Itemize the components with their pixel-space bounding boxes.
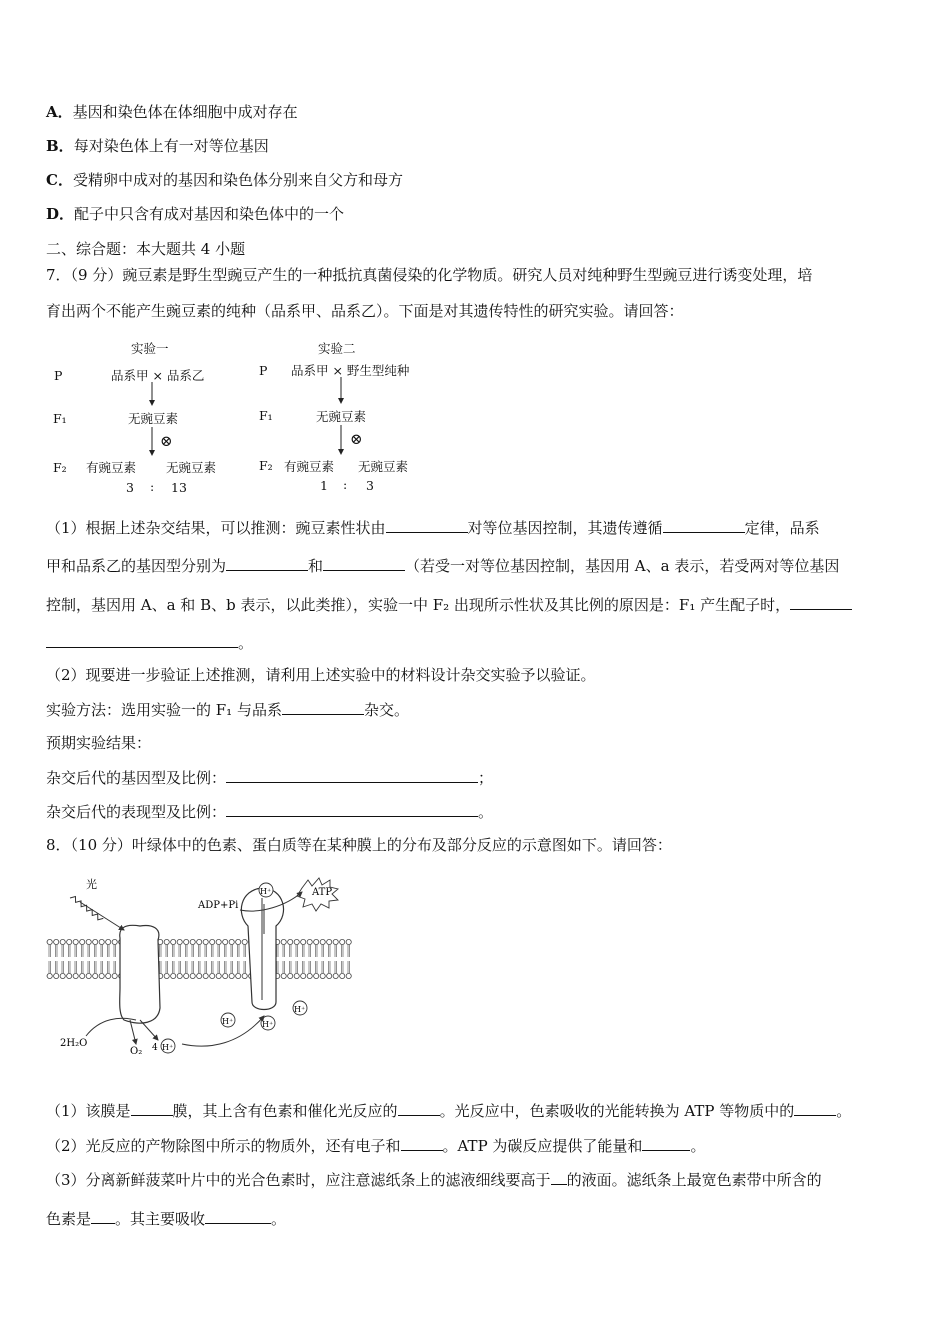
option-letter: B．: [46, 137, 74, 155]
exp2-ratio-sep: :: [343, 477, 348, 492]
h-label: H⁺: [162, 1043, 174, 1052]
q7-stem-line1: 7．（9 分）豌豆素是野生型豌豆产生的一种抵抗真菌侵染的化学物质。研究人员对纯种野生型豌豆进行诱变处理，培: [46, 266, 813, 284]
exp1-ratio-left: 3: [126, 480, 134, 495]
text: 定律，品系: [744, 519, 820, 537]
h-label: H⁺: [294, 1005, 306, 1014]
answer-blank[interactable]: [794, 1101, 836, 1116]
exp2-ratio-right: 3: [366, 478, 374, 493]
exp2-ratio-left: 1: [320, 478, 328, 493]
option-letter: A．: [46, 103, 73, 121]
selfing-symbol: ⊗: [160, 432, 173, 450]
exp2-f1: 无豌豆素: [316, 409, 367, 424]
text: 杂交后代的表现型及比例：: [46, 803, 227, 821]
text: （2）光反应的产物除图中所示的物质外，还有电子和: [46, 1137, 401, 1155]
q7-stem-line2: 育出两个不能产生豌豆素的纯种（品系甲、品系乙）。下面是对其遗传特性的研究实验。请回答：: [46, 302, 684, 320]
answer-blank[interactable]: [226, 556, 308, 571]
answer-blank[interactable]: [323, 556, 405, 571]
q8-part3-line1: [46, 1170, 822, 1189]
exp1-f1: 无豌豆素: [128, 411, 179, 426]
q8-part1: [46, 1101, 851, 1120]
option-text: 受精卵中成对的基因和染色体分别来自父方和母方: [72, 171, 403, 189]
q7-part2-line3: 预期实验结果：: [46, 734, 152, 752]
answer-blank[interactable]: [226, 802, 478, 817]
exp1-f2-label: F₂: [53, 460, 67, 475]
exp1-ratio-right: 13: [171, 480, 187, 495]
text: （3）分离新鲜菠菜叶片中的光合色素时，应注意滤纸条上的滤液细线要高于: [46, 1171, 551, 1189]
text: 。: [478, 803, 494, 821]
answer-blank[interactable]: [551, 1170, 567, 1185]
text: 控制，基因用 A、a 和 B、b 表示，以此类推），实验一中 F₂ 出现所示性状及其比例的原因是：F₁ 产生配子时，: [46, 596, 791, 614]
text: 。ATP 为碳反应提供了能量和: [442, 1137, 643, 1155]
water-label: 2H₂O: [60, 1038, 88, 1049]
text: 。: [836, 1102, 852, 1120]
q8-part2: [46, 1136, 705, 1155]
q7-part1-line1: [46, 518, 820, 537]
option-letter: C．: [46, 171, 73, 189]
text: 甲和品系乙的基因型分别为: [46, 557, 227, 575]
exp2-p-label: P: [259, 363, 268, 378]
exp2-f2-left: 有豌豆素: [284, 459, 335, 474]
text: （1）根据上述杂交结果，可以推测：豌豆素性状由: [46, 519, 386, 537]
exp1-f2-right: 无豌豆素: [166, 460, 217, 475]
text: 色素是: [46, 1210, 92, 1228]
text: 和: [308, 557, 324, 575]
light-arrow: [68, 895, 106, 922]
text: 膜，其上含有色素和催化光反应的: [172, 1102, 398, 1120]
option-text: 基因和染色体在体细胞中成对存在: [72, 103, 298, 121]
answer-blank[interactable]: [282, 700, 364, 715]
answer-blank[interactable]: [91, 1209, 115, 1224]
answer-blank[interactable]: [205, 1209, 271, 1224]
thylakoid-membrane-diagram: [40, 868, 360, 1064]
text: 。: [690, 1137, 706, 1155]
atp-label: ATP: [312, 887, 333, 898]
light-label: 光: [86, 878, 97, 891]
text: 。光反应中，色素吸收的光能转换为 ATP 等物质中的: [439, 1102, 795, 1120]
exp1-p-label: P: [54, 368, 63, 383]
exp1-f2-left: 有豌豆素: [86, 460, 137, 475]
answer-blank[interactable]: [663, 518, 745, 533]
option-text: 配子中只含有成对基因和染色体中的一个: [74, 205, 345, 223]
text: 实验方法：选用实验一的 F₁ 与品系: [46, 701, 282, 719]
section-heading: 二、综合题：本大题共 4 小题: [46, 240, 246, 258]
o2-label: O₂: [130, 1046, 143, 1057]
text: 对等位基因控制，其遗传遵循: [467, 519, 663, 537]
exp2-f1-label: F₁: [259, 408, 273, 423]
four-label: 4: [152, 1043, 158, 1053]
lipid-bilayer: [46, 936, 352, 996]
q7-part1-line3: [46, 595, 852, 614]
text: 。其主要吸收: [115, 1210, 206, 1228]
q7-part2-line5: [46, 802, 493, 821]
q7-part1-line4: [46, 633, 253, 652]
text: ；: [478, 769, 494, 787]
text: 杂交后代的基因型及比例：: [46, 769, 227, 787]
photosystem-protein: [120, 925, 160, 1023]
answer-blank[interactable]: [398, 1101, 440, 1116]
text: 。: [271, 1210, 287, 1228]
answer-blank[interactable]: [226, 768, 478, 783]
answer-blank[interactable]: [401, 1136, 443, 1151]
q7-part1-line2: [46, 556, 839, 575]
text: （若受一对等位基因控制，基因用 A、a 表示，若受两对等位基因: [405, 557, 840, 575]
exp1-p-cross: 品系甲 × 品系乙: [111, 368, 205, 383]
text: 杂交。: [363, 701, 409, 719]
text: 。: [238, 634, 254, 652]
answer-blank[interactable]: [790, 595, 852, 610]
answer-blank[interactable]: [642, 1136, 690, 1151]
h-label: H⁺: [262, 1020, 274, 1029]
q8-stem: 8．（10 分）叶绿体中的色素、蛋白质等在某种膜上的分布及部分反应的示意图如下。请回答：: [46, 836, 672, 854]
exp2-title: 实验二: [318, 341, 356, 356]
q7-part2-line1: （2）现要进一步验证上述推测，请利用上述实验中的材料设计杂交实验予以验证。: [46, 666, 596, 684]
text: （1）该膜是: [46, 1102, 131, 1120]
option-letter: D．: [46, 205, 75, 223]
text: 的液面。滤纸条上最宽色素带中所含的: [566, 1171, 822, 1189]
exp1-title: 实验一: [131, 341, 169, 356]
adp-label: ADP+Pi: [198, 900, 239, 911]
exp2-f2-label: F₂: [259, 458, 273, 473]
exp1-f1-label: F₁: [53, 411, 67, 426]
exp2-p-cross: 品系甲 × 野生型纯种: [291, 363, 410, 378]
q8-part3-line2: [46, 1209, 286, 1228]
q7-part2-line2: [46, 700, 409, 719]
option-text: 每对染色体上有一对等位基因: [73, 137, 269, 155]
answer-blank[interactable]: [386, 518, 468, 533]
selfing-symbol: ⊗: [350, 430, 363, 448]
h-label: H⁺: [222, 1017, 234, 1026]
answer-blank[interactable]: [46, 633, 238, 648]
h-label: H⁺: [260, 887, 272, 896]
exp1-ratio-sep: :: [150, 479, 155, 494]
q7-part2-line4: [46, 768, 493, 787]
exp2-f2-right: 无豌豆素: [358, 459, 409, 474]
answer-blank[interactable]: [131, 1101, 173, 1116]
cross-arrows: [0, 0, 950, 520]
